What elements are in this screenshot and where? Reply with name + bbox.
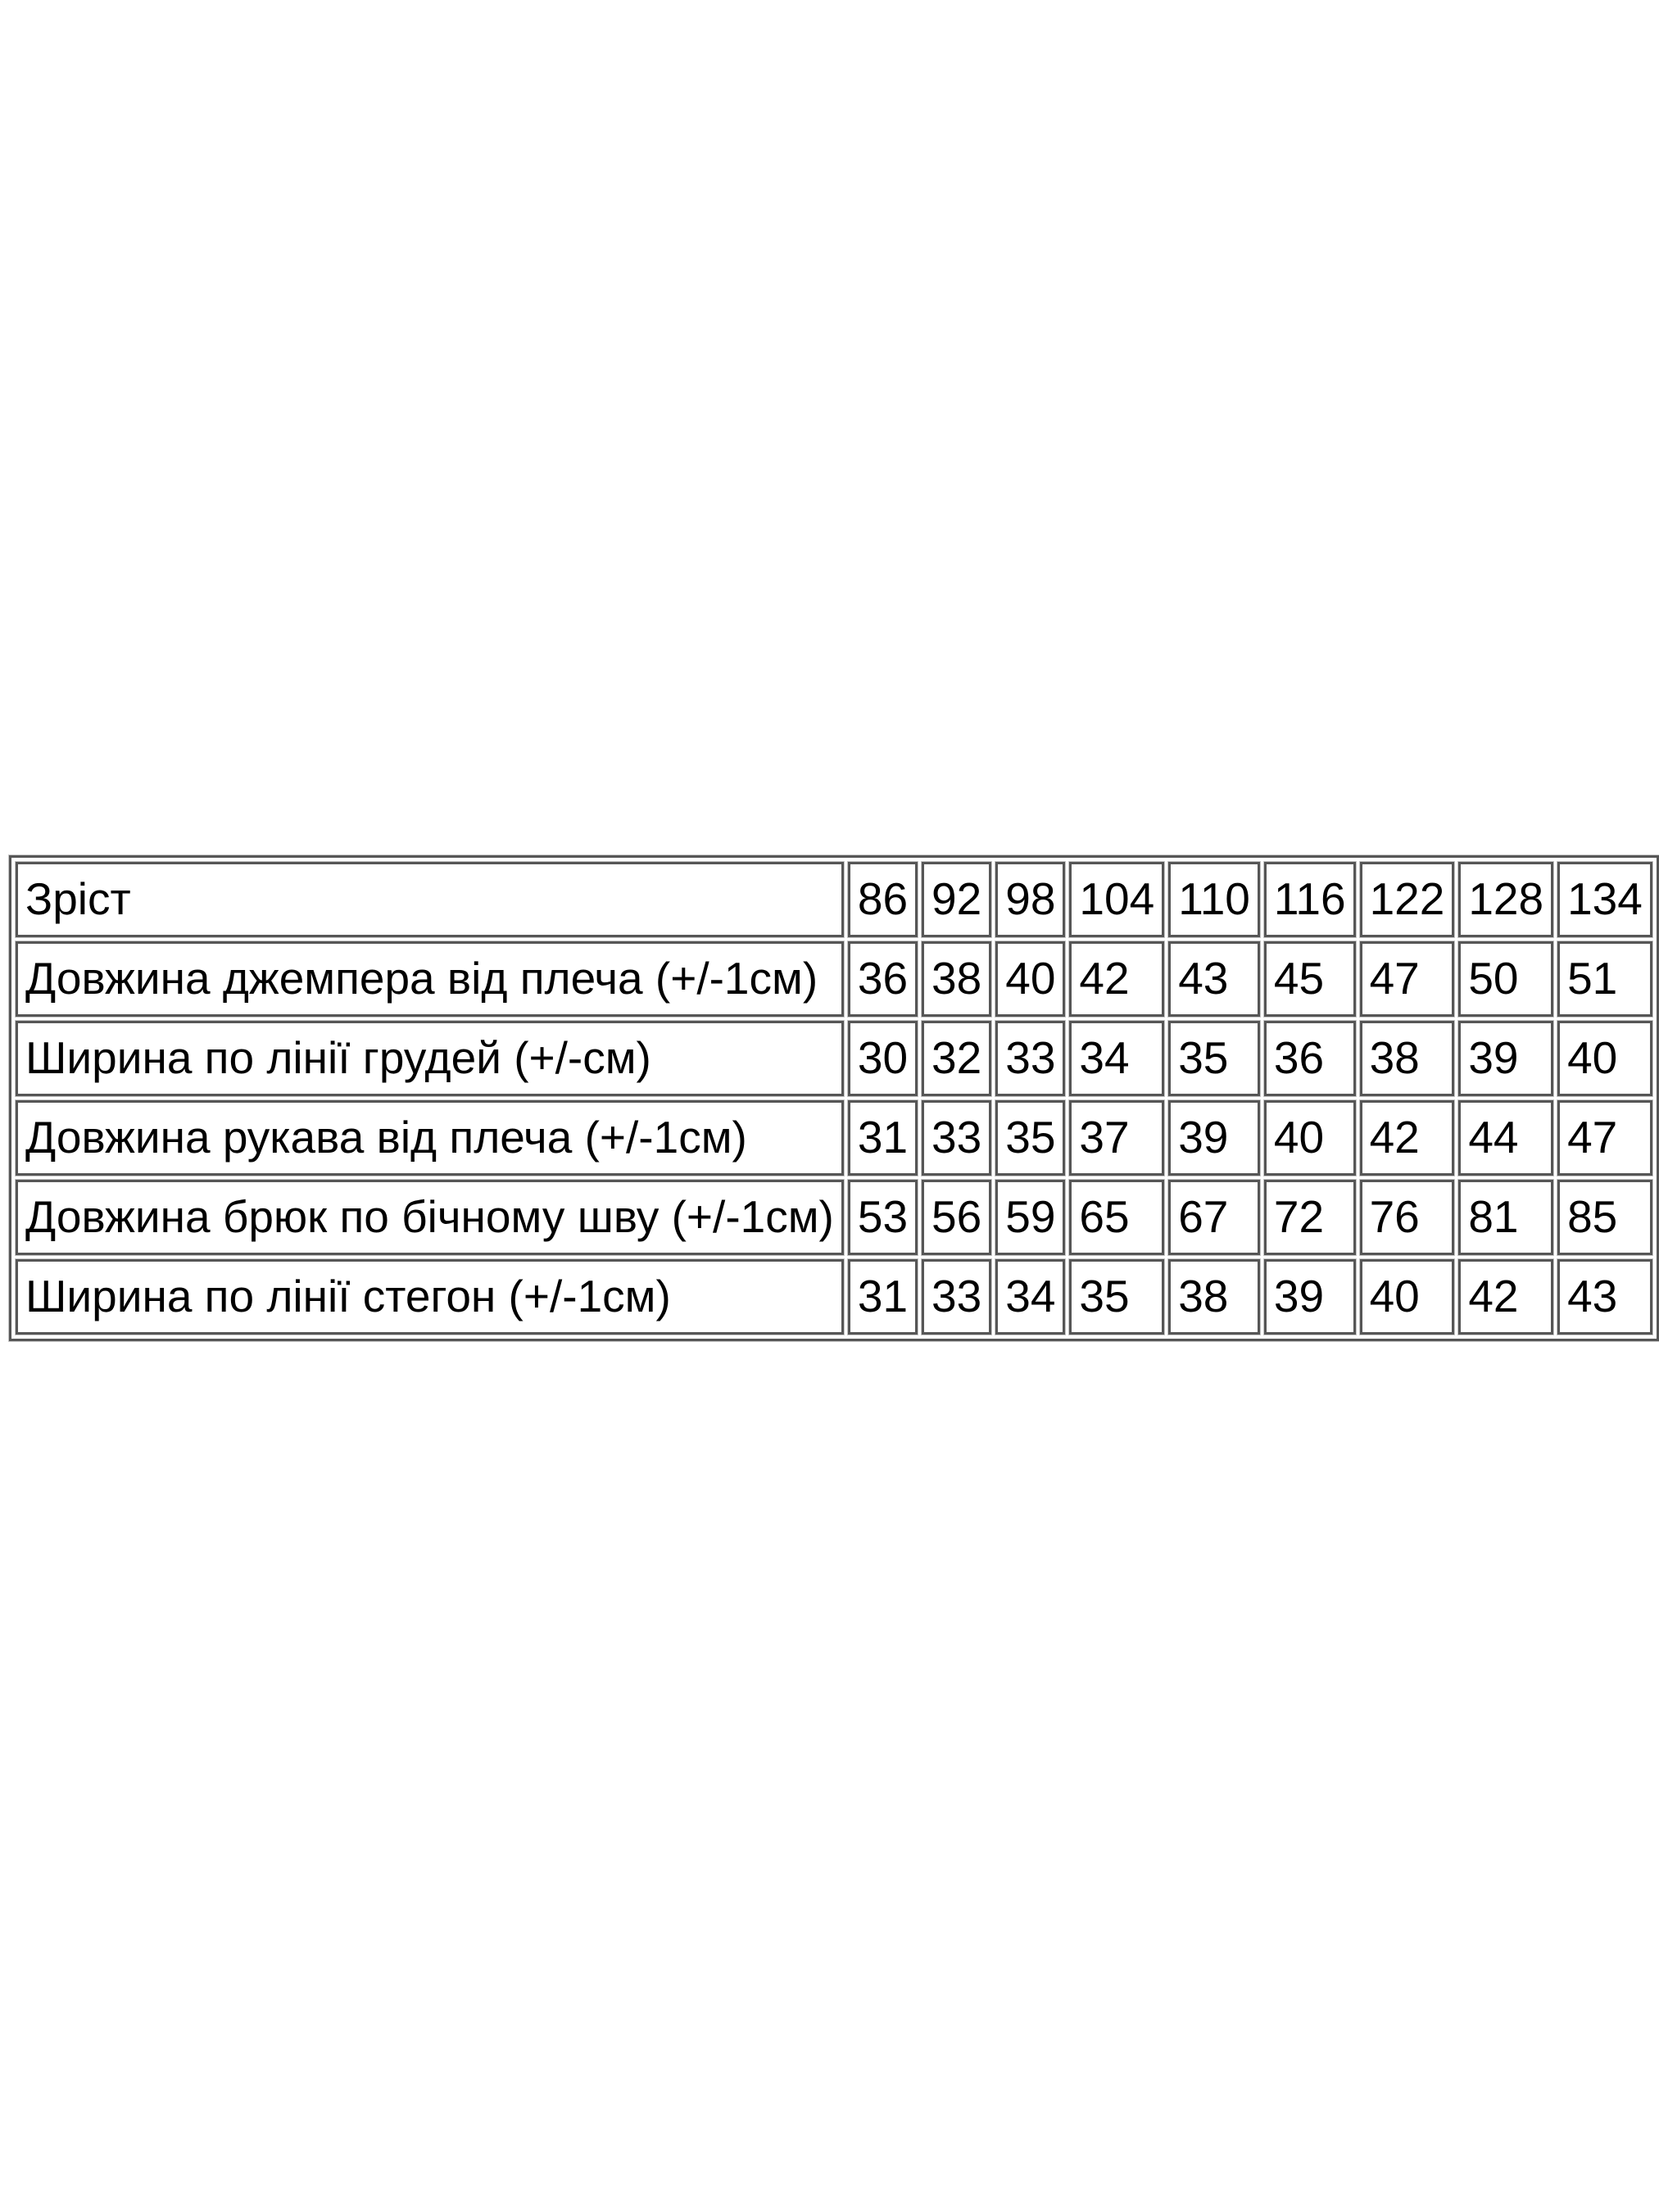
header-row-label: Зріст (16, 862, 844, 937)
table-row-value: 34 (1069, 1021, 1164, 1096)
table-row-value: 81 (1458, 1180, 1553, 1255)
table-row-value: 85 (1557, 1180, 1652, 1255)
table-row-label: Довжина брюк по бічному шву (+/-1см) (16, 1180, 844, 1255)
size-chart-container (9, 855, 1645, 1341)
table-row-value: 40 (995, 941, 1065, 1017)
header-row-value: 110 (1168, 862, 1260, 937)
table-row-label: Ширина по лінії грудей (+/-см) (16, 1021, 844, 1096)
table-row-value: 35 (1069, 1259, 1164, 1335)
table-row-value: 47 (1360, 941, 1455, 1017)
table-row-value: 59 (995, 1180, 1065, 1255)
table-row-value: 33 (922, 1100, 991, 1176)
table-row-value: 38 (922, 941, 991, 1017)
table-row-value: 39 (1168, 1100, 1260, 1176)
table-row-value: 42 (1458, 1259, 1553, 1335)
table-row (16, 1021, 1652, 1096)
table-row-value: 33 (922, 1259, 991, 1335)
table-row-value: 53 (848, 1180, 918, 1255)
table-row-value: 43 (1168, 941, 1260, 1017)
table-row-value: 42 (1360, 1100, 1455, 1176)
header-row-value: 116 (1264, 862, 1356, 937)
table-row (16, 941, 1652, 1017)
table-row-label: Довжина рукава від плеча (+/-1см) (16, 1100, 844, 1176)
header-row (16, 862, 1652, 937)
table-row-label: Довжина джемпера від плеча (+/-1см) (16, 941, 844, 1017)
table-row (16, 1100, 1652, 1176)
table-row-value: 38 (1168, 1259, 1260, 1335)
table-row-value: 33 (995, 1021, 1065, 1096)
table-row-label: Ширина по лінії стегон (+/-1см) (16, 1259, 844, 1335)
table-row-value: 56 (922, 1180, 991, 1255)
table-row-value: 45 (1264, 941, 1356, 1017)
table-row-value: 35 (995, 1100, 1065, 1176)
header-row-value: 134 (1557, 862, 1652, 937)
table-row-value: 76 (1360, 1180, 1455, 1255)
header-row-value: 98 (995, 862, 1065, 937)
header-row-value: 104 (1069, 862, 1164, 937)
table-row-value: 42 (1069, 941, 1164, 1017)
table-row-value: 40 (1264, 1100, 1356, 1176)
table-row-value: 51 (1557, 941, 1652, 1017)
table-row-value: 36 (848, 941, 918, 1017)
header-row-value: 86 (848, 862, 918, 937)
table-row (16, 1180, 1652, 1255)
header-row-value: 128 (1458, 862, 1553, 937)
table-row-value: 44 (1458, 1100, 1553, 1176)
table-row-value: 39 (1264, 1259, 1356, 1335)
size-chart-body (16, 862, 1652, 1335)
table-row-value: 47 (1557, 1100, 1652, 1176)
table-row-value: 31 (848, 1100, 918, 1176)
table-row-value: 65 (1069, 1180, 1164, 1255)
table-row-value: 37 (1069, 1100, 1164, 1176)
table-row-value: 50 (1458, 941, 1553, 1017)
table-row-value: 31 (848, 1259, 918, 1335)
table-row-value: 67 (1168, 1180, 1260, 1255)
table-row-value: 39 (1458, 1021, 1553, 1096)
header-row-value: 92 (922, 862, 991, 937)
header-row-value: 122 (1360, 862, 1455, 937)
table-row-value: 72 (1264, 1180, 1356, 1255)
table-row-value: 34 (995, 1259, 1065, 1335)
table-row-value: 30 (848, 1021, 918, 1096)
table-row-value: 43 (1557, 1259, 1652, 1335)
table-row-value: 32 (922, 1021, 991, 1096)
table-row-value: 40 (1557, 1021, 1652, 1096)
table-row-value: 36 (1264, 1021, 1356, 1096)
table-row-value: 40 (1360, 1259, 1455, 1335)
size-chart-table (9, 855, 1659, 1341)
table-row-value: 35 (1168, 1021, 1260, 1096)
table-row (16, 1259, 1652, 1335)
table-row-value: 38 (1360, 1021, 1455, 1096)
